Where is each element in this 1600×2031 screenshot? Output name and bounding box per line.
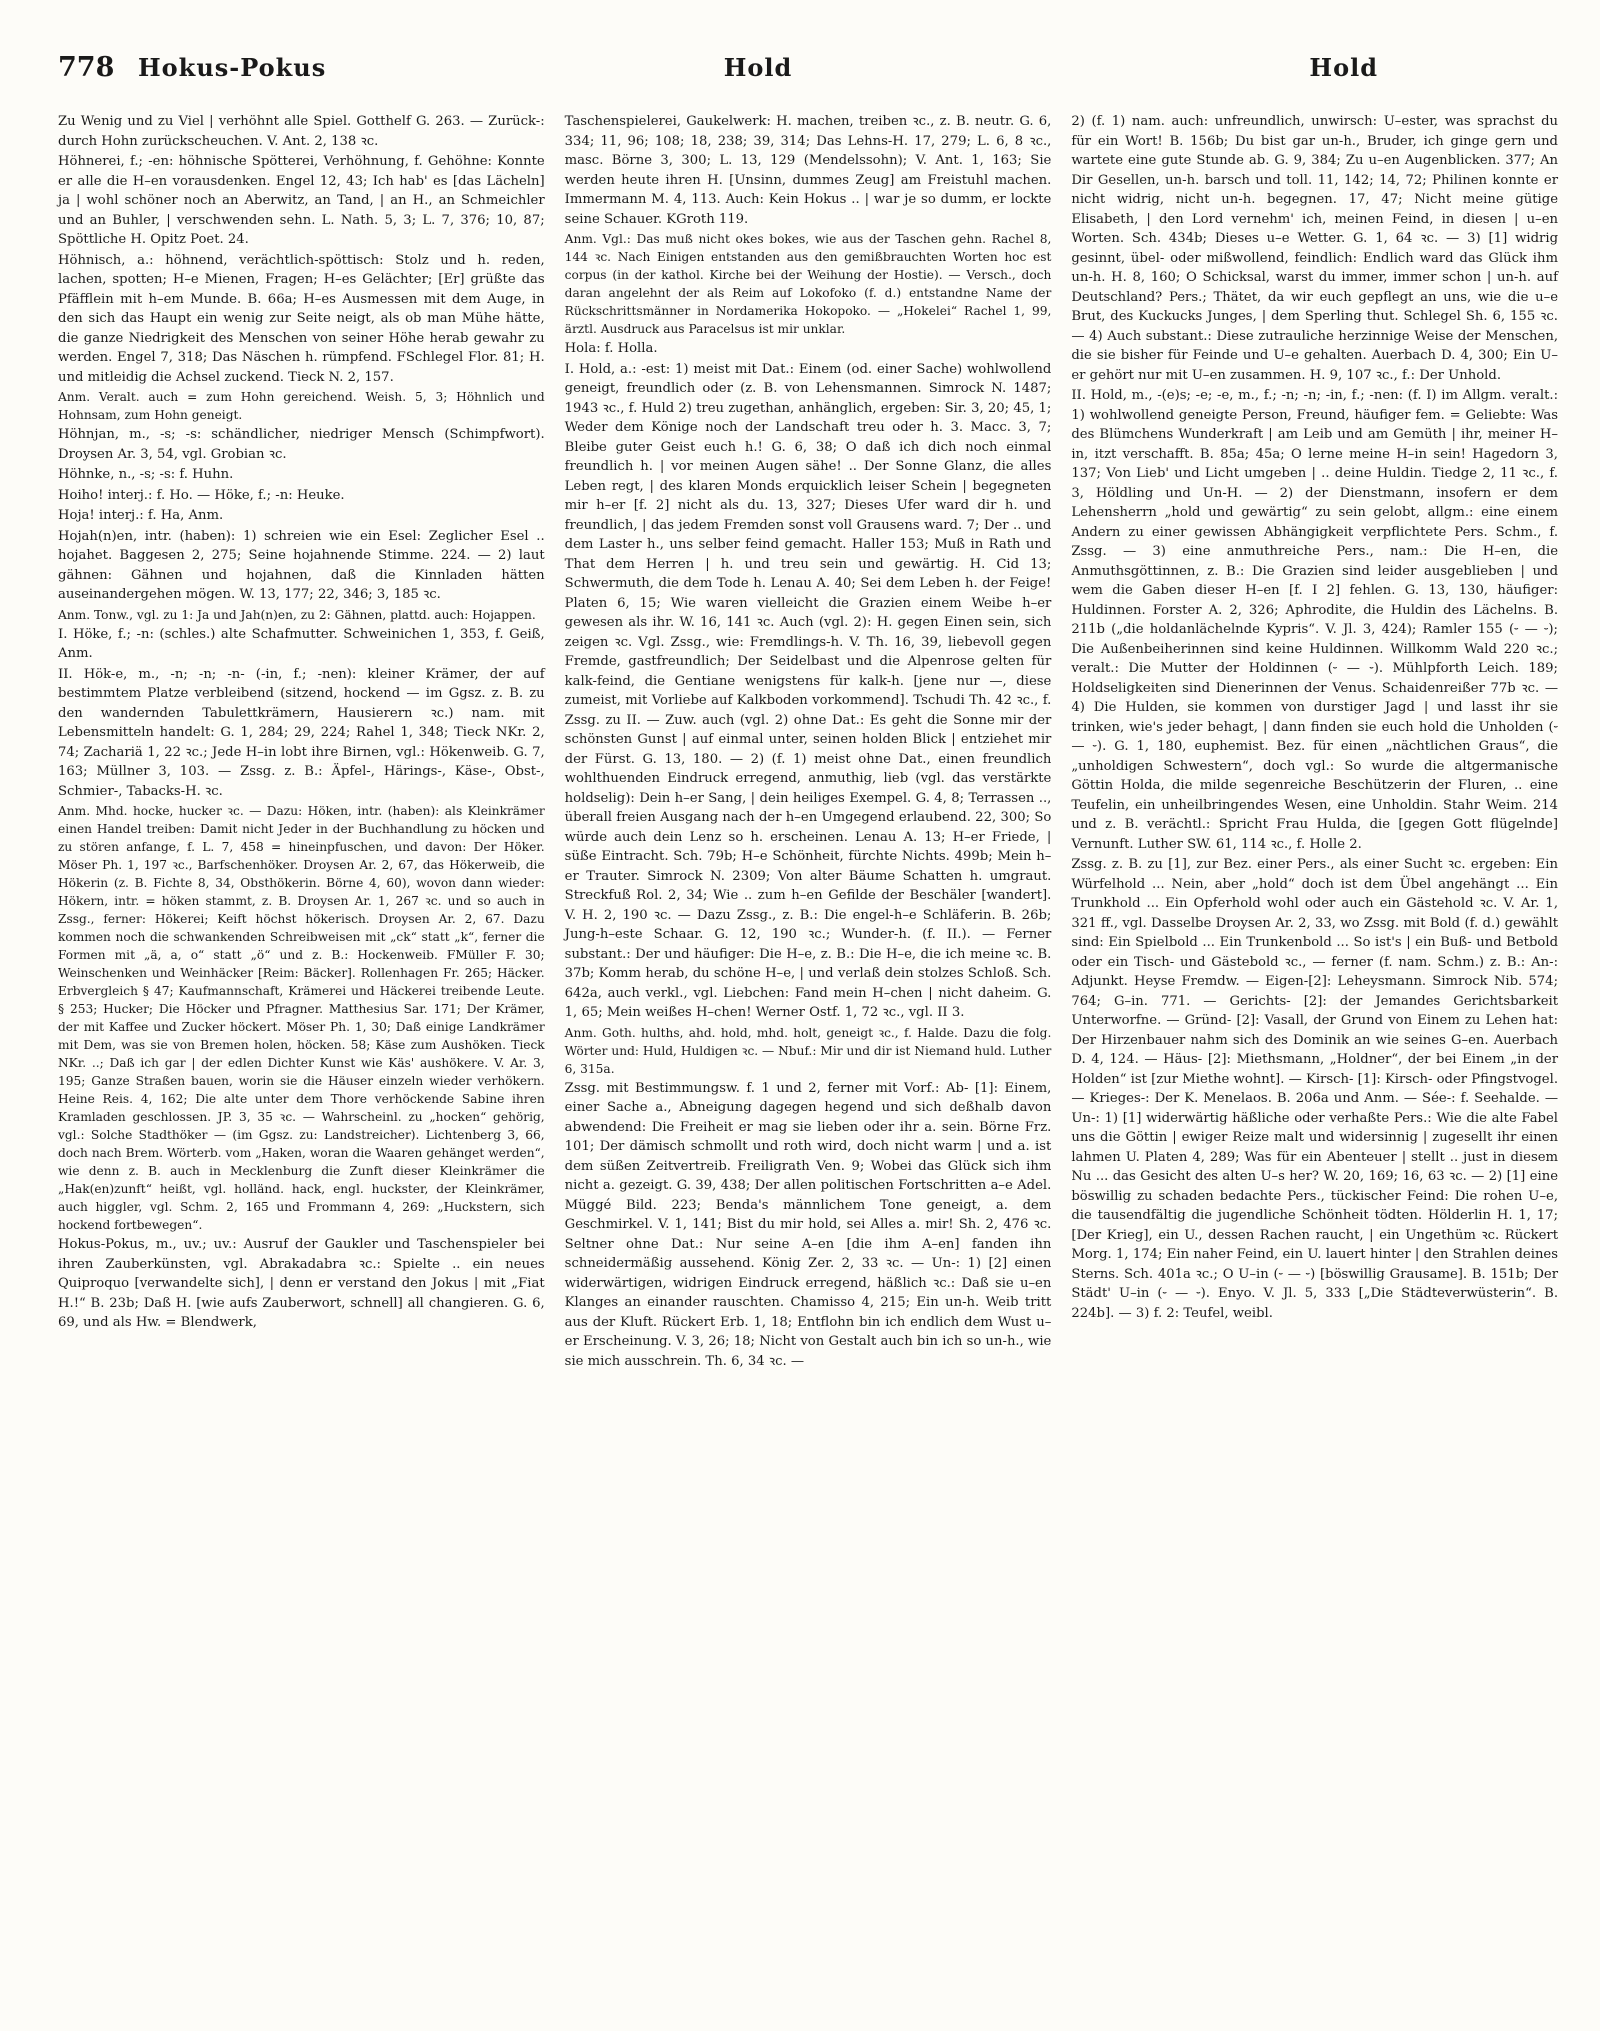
page-number: 778: [58, 52, 115, 83]
dictionary-entry: Hola: f. Holla.: [564, 341, 658, 356]
header-center-keyword: Hold: [723, 53, 793, 82]
dictionary-entry: Hoiho! interj.: f. Ho. — Höke, f.; -n: Heuke.: [58, 487, 345, 503]
column-left: [58, 112, 545, 1372]
header-right-keyword: Hold: [1309, 53, 1378, 82]
dictionary-entry: Anm. Goth. hulths, ahd. hold, mhd. holt, geneigt ꝛc., f. Halde. Dazu die folg. Wörter und: Huld, Huldigen ꝛc. — Nbuf.: Mir und dir ist Niemand huld. Luther 6, 315a.: [564, 1025, 1052, 1076]
running-header: [58, 52, 1558, 104]
dictionary-entry: Taschenspielerei, Gaukelwerk: H. machen, treiben ꝛc., z. B. neutr. G. 6, 334; 11, 96; 108; 18, 238; 39, 314; Das Lehns-H. 17, 279; L. 6, 8 ꝛc., masc. Börne 3, 300; L. 13, 129 (Mendelssohn); V. Ant. 1, 163; Sie werden heute ihren H. [Unsinn, dummes Zeug] am Freistuhl machen. Immermann M. 4, 113. Auch: Kein Hokus .. | war je so dumm, er lockte seine Schauer. KGroth 119.: [564, 114, 1052, 227]
dictionary-entry: II. Hold, m., -(e)s; -e; -e, m., f.; -n; -n; -in, f.; -nen: (f. I) im Allgm. veralt.: 1) wohlwollend geneigte Person, Freund, häufiger fem. = Geliebte: Was des Blümchens Wunderkraft | am Leib und am Gemüth | ihr, meiner H–in, itzt verschafft. B. 85a; 45a; O lerne meine H–in sein! Hagedorn 3, 137; Von Lieb' und Licht umgeben | .. deine Huldin. Tiedge 2, 11 ꝛc., f. 3, Höldling und Un-H. — 2) der Dienstmann, insofern er dem Lehensherrn „hold und gewärtig“ zu sein gelobt, allgm.: eine einem Andern zu einer gewissen Abhängigkeit verpflichtete Pers. Schm., f. Zssg. — 3) eine anmuthreiche Pers., nam.: Die H–en, die Anmuthsgöttinnen, z. B.: Die Grazien sind leider ausgeblieben | und wem die Gaben dieser H–en [f. I 2] fehlen. G. 13, 130, häufiger: Huldinnen. Forster A. 2, 326; Aphrodite, die Huldin des Lächelns. B. 211b („die holdanlächelnde Kypris“. V. Jl. 3, 424); Ramler 155 (⏑ — ⏑); Die Außenbeiherinnen sind keine Huldinnen. Willkomm Wald 220 ꝛc.; veralt.: Die Mutter der Holdinnen (⏑ — ⏑). Mühlpforth Leich. 189; Holdseligkeiten sind Dienerinnen der Venus. Schaidenreißer 77b ꝛc. — 4) Die Hulden, sie kommen von durstiger Jagd | und lasst ihr sie trinken, wie's jeder behagt, | dann finden sie euch hold die Unholden (⏑ — ⏑). G. 1, 180, euphemist. Bez. für einen „nächtlichen Graus“, die „unholdigen Schwestern“, doch vgl.: So wurde die altgermanische Göttin Holda, die milde segenreiche Beschützerin der Fluren, .. eine Teufelin, ein unheilbringendes Wesen, eine Unholdin. Stahr Weim. 214 und z. B. verächtl.: Spricht Frau Hulda, die [gegen Gott flügelnde] Vernunft. Luther SW. 61, 114 ꝛc., f. Holle 2.: [1071, 388, 1559, 852]
dictionary-entry: Zssg. mit Bestimmungsw. f. 1 und 2, ferner mit Vorf.: Ab- [1]: Einem, einer Sache a., Abneigung dagegen hegend und sich deßhalb davon abwendend: Die Freiheit er mag sie lieben oder ihr a. sein. Börne Frz. 101; Der dämisch schmollt und roth wird, doch nicht warm | und a. ist dem süßen Zeitvertreib. Freiligrath Ven. 9; Wobei das Glück sich ihm nicht a. gezeigt. G. 39, 438; Der allen politischen Fortschritten a–e Adel. Müggé Bild. 223; Benda's männlichem Tone geneigt, a. dem Geschmirkel. V. 1, 141; Bist du mir hold, sei Alles a. mir! Sh. 2, 476 ꝛc. Seltner ohne Dat.: Nur seine A–en [die ihm A–en] fanden ihn schneidermäßig aussehend. König Zer. 2, 33 ꝛc. — Un-: 1) [2] einen widerwärtigen, widrigen Eindruck erregend, häßlich ꝛc.: Daß sie u–en Klanges an einander rauschten. Chamisso 4, 215; Ein un-h. Weib tritt aus der Kluft. Rückert Erb. 1, 18; Entflohn bin ich endlich dem Wust u–er Erscheinung. V. 3, 26; 18; Nicht von Gestalt auch bin ich so un-h., wie sie mich ausschrein. Th. 6, 34 ꝛc. —: [564, 1080, 1052, 1369]
dictionary-entry: Hokus-Pokus, m., uv.; uv.: Ausruf der Gaukler und Taschenspieler bei ihren Zauberkünsten, vgl. Abrakadabra ꝛc.: Spielte .. ein neues Quiproquo [verwandelte sich], | denn er verstand den Jokus | mit „Fiat H.!“ B. 23b; Daß H. [wie aufs Zauberwort, schnell] all changieren. G. 6, 69, und als Hw. = Blendwerk,: [58, 1237, 545, 1330]
column-middle: [565, 112, 1052, 1372]
dictionary-entry: II. Hök-e, m., -n; -n; -n- (-in, f.; -nen): kleiner Krämer, der auf bestimmtem Platze verbleibend (sitzend, hockend — im Ggsz. z. B. zu den wandernden Tabulettkrämern, Hausierern ꝛc.) nam. mit Lebensmitteln handelt: G. 1, 284; 29, 224; Rahel 1, 348; Tieck NKr. 2, 74; Zachariä 1, 22 ꝛc.; Jede H–in lobt ihre Birnen, vgl.: Hökenweib. G. 7, 163; Müllner 3, 103. — Zssg. z. B.: Äpfel-, Härings-, Käse-, Obst-, Schmier-, Tabacks-H. ꝛc.: [58, 666, 545, 799]
dictionary-entry: Hojah(n)en, intr. (haben): 1) schreien wie ein Esel: Zeglicher Esel .. hojahet. Baggesen 2, 275; Seine hojahnende Stimme. 224. — 2) laut gähnen: Gähnen und hojahnen, daß die Kinnladen hätten auseinandergehen mögen. W. 13, 177; 22, 346; 3, 185 ꝛc.: [58, 528, 545, 602]
dictionary-entry: Anm. Veralt. auch = zum Hohn gereichend. Weish. 5, 3; Höhnlich und Hohnsam, zum Hohn geneigt.: [58, 390, 545, 422]
column-right: [1071, 112, 1558, 1372]
dictionary-entry: Anm. Mhd. hocke, hucker ꝛc. — Dazu: Höken, intr. (haben): als Kleinkrämer einen Handel treiben: Damit nicht Jeder in der Buchhandlung zu höcken und zu stören anfange, f. L. 7, 458 = hineinpfuschen, und davon: Der Höker. Möser Ph. 1, 197 ꝛc., Barfschenhöker. Droysen Ar. 2, 67, das Hökerweib, die Hökerin (z. B. Fichte 8, 34, Obsthökerin. Börne 4, 60), wovon dann wieder: Hökern, intr. = höken stammt, z. B. Droysen Ar. 1, 267 ꝛc. und so auch in Zssg., ferner: Hökerei; Keift höchst hökerisch. Droysen Ar. 2, 67. Dazu kommen noch die schwankenden Schreibweisen mit „ck“ statt „k“, ferner die Formen mit „ä, a, o“ statt „ö“ und z. B.: Hockenweib. FMüller F. 30; Weinschenken und Weinhäcker [Reim: Bäcker]. Rollenhagen Fr. 265; Häcker. Erbvergleich § 47; Kaufmannschaft, Krämerei und Häckerei treibende Leute. § 253; Hucker; Die Höcker und Pfragner. Matthesius Sar. 171; Der Krämer, der mit Kaffee und Zucker höckert. Möser Ph. 1, 30; Daß einige Landkrämer mit Dem, was sie von Bremen holen, höcken. 58; Käse zum Aushöken. Tieck NKr. ..; Daß ich gar | der edlen Dichter Kunst wie Käs' aushökere. V. Ar. 3, 195; Ganze Straßen bauen, worin sie die Häuser einzeln wieder verhökern. Heine Reis. 4, 162; Die alte unter dem Thore verhöckende Sabine ihren Kramladen geschlossen. JP. 3, 35 ꝛc. — Wahrscheinl. zu „hocken“ gehörig, vgl.: Solche Stadthöker — (im Ggsz. zu: Landstreicher). Lichtenberg 3, 66, doch nach Brem. Wörterb. vom „Haken, woran die Waaren gehänget werden“, wie denn z. B. auch in Mecklenburg die Zunft dieser Kleinkrämer die „Hak(en)zunft“ heißt, vgl. holländ. hack, engl. huckster, der Kleinkrämer, auch higgler, vgl. Schm. 2, 165 und Frommann 4, 269: „Huckstern, sich hockend fortbewegen“.: [58, 804, 545, 1232]
dictionary-entry: Höhnisch, a.: höhnend, verächtlich-spöttisch: Stolz und h. reden, lachen, spotten; H–e Mienen, Fragen; H–es Gelächter; [Er] grüßte das Pfäfflein mit h–em Munde. B. 66a; H–es Ausmessen mit dem Auge, in den sich das Haupt ein wenig zur Seite neigt, als ob man Mühe hätte, die ganze Niedrigkeit des Menschen von seiner Höhe herab gewahr zu werden. Engel 7, 318; Das Näschen h. rümpfend. FSchlegel Flor. 81; H. und mitleidig die Achsel zuckend. Tieck N. 2, 157.: [58, 252, 545, 385]
dictionary-entry: Höhnjan, m., -s; -s: schändlicher, niedriger Mensch (Schimpfwort). Droysen Ar. 3, 54, vgl. Grobian ꝛc.: [58, 427, 545, 462]
dictionary-entry: Anm. Tonw., vgl. zu 1: Ja und Jah(n)en, zu 2: Gähnen, plattd. auch: Hojappen.: [58, 607, 536, 622]
dictionary-entry: 2) (f. 1) nam. auch: unfreundlich, unwirsch: U–ester, was sprachst du für ein Wort! B. 156b; Du bist gar un-h., Bruder, ich ginge gern und wartete eine gute Stunde ab. G. 9, 384; Zu u–en Augenblicken. 377; An Dir Gesellen, un-h. barsch und toll. 11, 142; 14, 72; Philinen konnte er nicht widrig, nicht un-h. begegnen. 17, 47; Nicht meine gütige Elisabeth, | den Lord vernehm' ich, meinen Feind, in diesen | u–en Worten. Sch. 434b; Dieses u–e Wetter. G. 1, 64 ꝛc. — 3) [1] widrig gesinnt, übel- oder mißwollend, feindlich: Endlich ward das Glück ihm un-h. H. 8, 160; O Schicksal, warst du immer, immer schon | un-h. auf Deutschland? Pers.; Thätet, da wir euch gepflegt an uns, wie die u–e Brut, des Kuckucks Junges, | dem Sperling thut. Schlegel Sh. 6, 155 ꝛc. — 4) Auch substant.: Diese zutrauliche herzinnige Weise der Menschen, die sie bisher für Feinde und U–e gehalten. Auerbach D. 4, 300; Ein U–er gehört nur mit U–en zusammen. H. 9, 107 ꝛc., f.: Der Unhold.: [1071, 114, 1559, 383]
dictionary-entry: Anm. Vgl.: Das muß nicht okes bokes, wie aus der Taschen gehn. Rachel 8, 144 ꝛc. Nach Einigen entstanden aus den gemißbrauchten Worten hoc est corpus (in der kathol. Kirche bei der Weihung der Hostie). — Versch., doch daran angelehnt der als Reim auf Lokofoko (f. d.) entstandne Name der Rückschrittsmänner in Nordamerika Hokopoko. — „Hokelei“ Rachel 1, 99, ärztl. Ausdruck aus Paracelsus ist mir unklar.: [564, 232, 1052, 336]
dictionary-entry: Höhnke, n., -s; -s: f. Huhn.: [58, 467, 234, 482]
dictionary-entry: Hoja! interj.: f. Ha, Anm.: [58, 508, 224, 523]
dictionary-entry: I. Höke, f.; -n: (schles.) alte Schafmutter. Schweinichen 1, 353, f. Geiß, Anm.: [58, 626, 545, 661]
header-left-keyword: Hokus-Pokus: [138, 53, 327, 82]
dictionary-entry: Zu Wenig und zu Viel | verhöhnt alle Spiel. Gotthelf G. 263. — Zurück-: durch Hohn zurückscheuchen. V. Ant. 2, 138 ꝛc.: [58, 114, 545, 149]
dictionary-entry: Höhnerei, f.; -en: höhnische Spötterei, Verhöhnung, f. Gehöhne: Konnte er alle die H–en vorausdenken. Engel 12, 43; Ich hab' es [das Lächeln] ja | wohl schöner noch an Aberwitz, an Tand, | an H., an Schmeichler und an Buhler, | verschwenden sehn. L. Nath. 5, 3; L. 7, 376; 10, 87; Spöttliche H. Opitz Poet. 24.: [58, 154, 545, 247]
dictionary-entry: Zssg. z. B. zu [1], zur Bez. einer Pers., als einer Sucht ꝛc. ergeben: Ein Würfelhold ... Nein, aber „hold“ doch ist dem Übel angehängt ... Ein Trunkhold ... Ein Opferhold wohl oder auch ein Gästehold ꝛc. V. Ar. 1, 321 ff., vgl. Dasselbe Droysen Ar. 2, 33, wo Zssg. mit Bold (f. d.) gewählt sind: Ein Spielbold ... Ein Trunkenbold ... So ist's | ein Buß- und Betbold oder ein Tisch- und Gästebold ꝛc., — ferner (f. nam. Schm.) z. B.: An-: Adjunkt. Heyse Fremdw. — Eigen-[2]: Leheysmann. Simrock Nib. 574; 764; G–in. 771. — Gerichts- [2]: der Jemandes Gerichtsbarkeit Unterworfne. — Gründ- [2]: Vasall, der Grund von Einem zu Lehen hat: Der Hirzenbauer nahm sich des Dominik an wie seines G–en. Auerbach D. 4, 124. — Häus- [2]: Miethsmann, „Holdner“, der bei Einem „in der Holden“ ist [zur Miethe wohnt]. — Kirsch- [1]: Kirsch- oder Pfingstvogel. — Krieges-: Der K. Menelaos. B. 206a und Anm. — Sée-: f. Seehalde. — Un-: 1) [1] widerwärtig häßliche oder verhaßte Pers.: Wie die alte Fabel uns die Göttin | ewiger Reize malt und widersinnig | zugesellt ihr einen lahmen U. Platen 4, 289; Was für ein Abenteuer | stellt .. just in diesem Nu ... das Gesicht des alten U–s her? W. 20, 169; 16, 63 ꝛc. — 2) [1] eine böswillig zu schaden bedachte Pers., tückischer Feind: Die rohen U–e, die tausendfältig die jugendliche Schönheit tödten. Hölderlin H. 1, 17; [Der Krieg], ein U., dessen Rachen raucht, | ein Ungethüm ꝛc. Rückert Morg. 1, 174; Ein naher Feind, ein U. lauert hinter | den Strahlen deines Sterns. Sch. 401a ꝛc.; O U–in (⏑ — ⏑) [böswillig Grausame]. B. 151b; Der Städt' U–in (⏑ — ⏑). Enyo. V. Jl. 5, 333 [„Die Städteverwüsterin“. B. 224b]. — 3) f. 2: Teufel, weibl.: [1071, 857, 1559, 1321]
text-columns: [58, 112, 1558, 1372]
dictionary-entry: I. Hold, a.: -est: 1) meist mit Dat.: Einem (od. einer Sache) wohlwollend geneigt, freundlich oder (z. B. von Lehensmannen. Simrock N. 1487; 1943 ꝛc., f. Huld 2) treu zugethan, anhänglich, ergeben: Sir. 3, 20; 45, 1; Weder dem Könige noch der Landschaft treu oder h. 3. Macc. 3, 7; Bleibe guter Geist euch h.! G. 6, 38; O daß ich dich noch einmal freundlich h. | vor meinen Augen sähe! .. Der Sonne Glanz, die alles Leben regt, | des klaren Monds erquicklich leiser Schein | begegneten mir h–er [f. 2] nicht als du. 13, 327; Dieses Ufer ward dir h. und freundlich, | das jedem Fremden sonst voll Grausens ward. 7; Der .. und dem Laster h., uns selber feind gemacht. Haller 153; Muß in Rath und That dem Herren | h. und treu sein und gewärtig. H. Cid 13; Schwermuth, die dem Tode h. Lenau A. 40; Sei dem Leben h. der Feige! Platen 6, 15; Wie waren vielleicht die Grazien einem Weibe h–er gewesen als ihr. W. 16, 141 ꝛc. Auch (vgl. 2): H. gegen Einen sein, sich zeigen ꝛc. Vgl. Zssg., wie: Fremdlings-h. V. Th. 16, 39, liebevoll gegen Fremde, gastfreundlich; Der Seidelbast und die Alpenrose gelten für kalk-feind, die Gentiane wenigstens für kalk-h. [jene nur —, diese zumeist, mit Vorliebe auf Kalkboden vorkommend]. Tschudi Th. 42 ꝛc., f. Zssg. zu II. — Zuw. auch (vgl. 2) ohne Dat.: Es geht die Sonne mir der schönsten Gunst | auf einmal unter, seinen holden Blick | entziehet mir der Fürst. G. 13, 180. — 2) (f. 1) meist ohne Dat., einen freundlich wohlthuenden Eindruck erregend, anmuthig, lieb (vgl. das verstärkte holdselig): Dein h–er Sang, | dein heiliges Exempel. G. 4, 8; Terrassen .., überall freien Ausgang nach der h–en Umgegend erlaubend. 22, 300; So würde auch dein Lenz so h. erscheinen. Lenau A. 13; H–er Friede, | süße Eintracht. Sch. 79b; H–e Schönheit, fürchte Nichts. 499b; Mein h–er Trauter. Simrock N. 2309; Von alter Bäume Schatten h. umgraut. Streckfuß Rol. 2, 34; Wie .. zum h–en Gefilde der Beschäler [wandert]. V. H. 2, 190 ꝛc. — Dazu Zssg., z. B.: Die engel-h–e Schläferin. B. 26b; Jung-h–este Schaar. G. 12, 190 ꝛc.; Wunder-h. (f. II.). — Ferner substant.: Der und häufiger: Die H–e, z. B.: Die H–e, die ich meine ꝛc. B. 37b; Komm herab, du schöne H–e, | und verlaß dein stolzes Schloß. Sch. 642a, auch verkl., vgl. Liebchen: Fand mein H–chen | nicht daheim. G. 1, 65; Mein weißes H–chen! Werner Ostf. 1, 72 ꝛc., vgl. II 3.: [564, 361, 1052, 1020]
